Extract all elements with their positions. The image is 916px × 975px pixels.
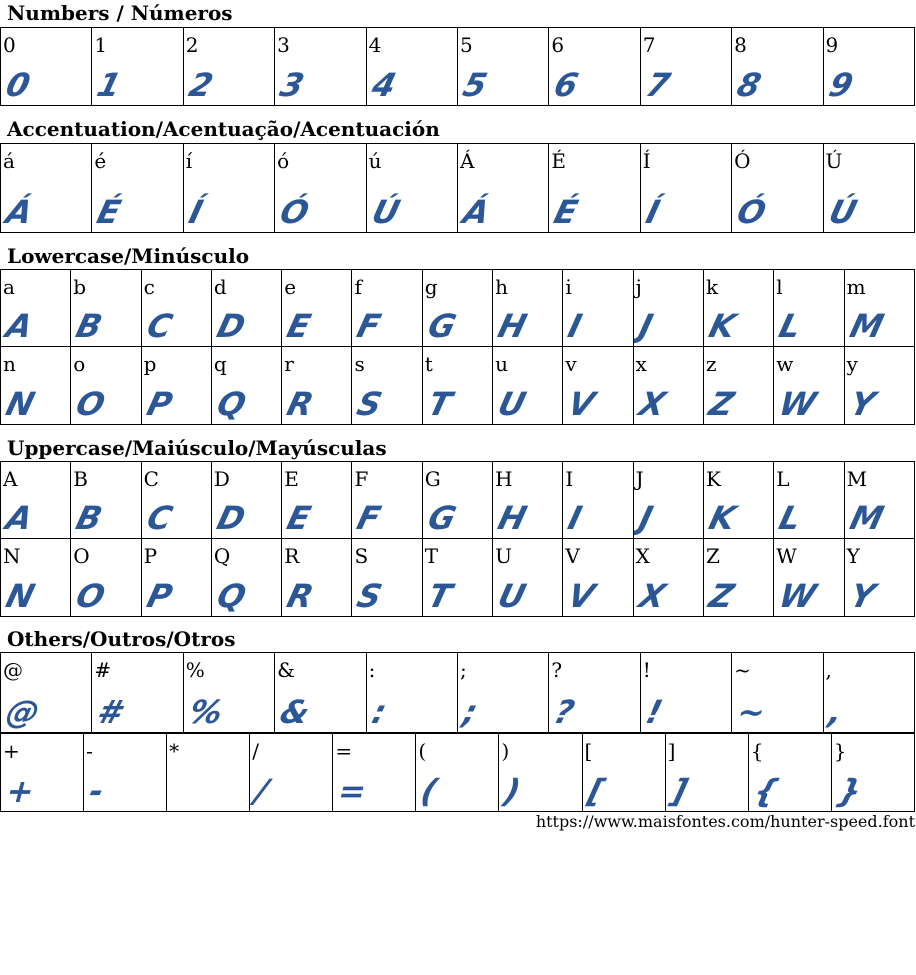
glyph-sample: , (824, 693, 846, 731)
character-label: @ (3, 658, 23, 682)
source-url: https://www.maisfontes.com/hunter-speed.font (535, 812, 915, 831)
character-label: r (284, 352, 294, 376)
character-label: T (424, 544, 439, 568)
glyph-sample: + (2, 772, 38, 810)
glyph-cell (211, 270, 281, 347)
glyph-sample: & (276, 693, 313, 731)
glyph-cell (823, 28, 914, 106)
character-label: & (277, 658, 295, 682)
glyph-sample: J (634, 307, 656, 345)
glyph-sample: Z (705, 577, 737, 615)
character-label: = (335, 739, 353, 763)
glyph-cell (416, 734, 499, 812)
character-label: m (846, 275, 866, 299)
glyph-sample: - (85, 772, 108, 810)
glyph-sample: Y (845, 577, 878, 615)
character-label: Ó (734, 149, 751, 173)
glyph-sample: : (367, 693, 390, 731)
grid-others-row2 (0, 733, 915, 812)
glyph-cell (275, 653, 366, 733)
title-others: Others/Outros/Otros (7, 627, 236, 651)
glyph-cell (732, 28, 823, 106)
glyph-sample: Q (213, 385, 249, 423)
glyph-sample: ) (500, 772, 524, 810)
character-label: A (3, 467, 18, 491)
character-label: 7 (642, 33, 656, 57)
glyph-cell (823, 144, 914, 233)
glyph-cell (823, 653, 914, 733)
grid-numbers (0, 27, 915, 106)
glyph-sample: G (424, 499, 459, 537)
glyph-sample: J (634, 499, 656, 537)
glyph-cell (457, 144, 548, 233)
glyph-cell (183, 144, 274, 233)
glyph-sample: ] (666, 772, 690, 810)
glyph-cell (640, 28, 731, 106)
glyph-cell (703, 347, 773, 425)
glyph-cell (774, 347, 844, 425)
glyph-cell (352, 270, 422, 347)
glyph-cell (563, 347, 633, 425)
glyph-cell (1, 734, 84, 812)
glyph-cell (732, 653, 823, 733)
glyph-cell (1, 270, 71, 347)
character-label: w (776, 352, 794, 376)
glyph-sample: K (705, 307, 739, 345)
grid-others-row1 (0, 652, 915, 733)
character-label: R (284, 544, 300, 568)
character-label: P (143, 544, 158, 568)
glyph-sample: Á (459, 193, 493, 231)
glyph-sample: R (283, 385, 317, 423)
character-label: ! (642, 658, 651, 682)
character-label: é (94, 149, 107, 173)
character-label: Y (846, 544, 860, 568)
character-label: k (705, 275, 719, 299)
glyph-sample: @ (2, 693, 43, 731)
glyph-cell (493, 539, 563, 617)
character-label: + (3, 739, 20, 763)
glyph-sample: É (550, 193, 581, 231)
glyph-cell (549, 144, 640, 233)
character-label: g (424, 275, 438, 299)
glyph-cell (282, 347, 352, 425)
character-label: X (635, 544, 650, 568)
character-label: f (354, 275, 362, 299)
glyph-sample: U (494, 577, 529, 615)
glyph-sample: P (142, 385, 175, 423)
glyph-sample: [ (583, 772, 607, 810)
glyph-sample: V (564, 577, 598, 615)
glyph-sample: C (142, 499, 175, 537)
glyph-cell (211, 539, 281, 617)
character-label: K (705, 467, 721, 491)
character-label: 9 (825, 33, 839, 57)
glyph-cell (774, 539, 844, 617)
glyph-cell (493, 270, 563, 347)
glyph-cell (275, 144, 366, 233)
glyph-cell (844, 347, 914, 425)
character-label: b (73, 275, 87, 299)
character-label: ~ (734, 658, 751, 682)
character-label: p (143, 352, 157, 376)
glyph-sample: 8 (733, 66, 765, 104)
character-label: 1 (94, 33, 108, 57)
glyph-sample: B (72, 499, 106, 537)
glyph-cell (1, 653, 92, 733)
glyph-cell (366, 28, 457, 106)
character-label: D (213, 467, 230, 491)
glyph-cell (422, 462, 492, 539)
character-label: S (354, 544, 369, 568)
glyph-sample: 7 (641, 66, 673, 104)
glyph-cell (549, 653, 640, 733)
glyph-cell (499, 734, 582, 812)
glyph-cell (633, 462, 703, 539)
title-accents: Accentuation/Acentuação/Acentuación (7, 117, 440, 141)
character-label: } (833, 739, 847, 763)
glyph-sample: 0 (2, 66, 34, 104)
glyph-cell (563, 539, 633, 617)
character-label: h (495, 275, 508, 299)
glyph-sample: L (775, 499, 805, 537)
glyph-sample: 1 (93, 66, 125, 104)
character-label: í (185, 149, 193, 173)
character-label: N (3, 544, 21, 568)
character-label: z (705, 352, 717, 376)
character-label: 0 (3, 33, 16, 57)
glyph-cell (748, 734, 831, 812)
glyph-cell (84, 734, 167, 812)
character-label: 6 (551, 33, 565, 57)
glyph-cell (1, 539, 71, 617)
glyph-cell (141, 462, 211, 539)
character-label: 2 (185, 33, 199, 57)
glyph-cell (633, 270, 703, 347)
glyph-cell (275, 28, 366, 106)
glyph-cell (844, 270, 914, 347)
glyph-sample: I (564, 499, 586, 537)
character-label: a (3, 275, 15, 299)
glyph-cell (844, 539, 914, 617)
glyph-sample: M (845, 307, 887, 345)
title-lowercase: Lowercase/Minúsculo (7, 244, 250, 268)
glyph-sample: I (564, 307, 586, 345)
glyph-sample: B (72, 307, 106, 345)
glyph-sample: O (72, 385, 109, 423)
character-label: L (776, 467, 790, 491)
glyph-cell (92, 28, 183, 106)
glyph-cell (282, 270, 352, 347)
glyph-sample: 9 (824, 66, 856, 104)
glyph-cell (366, 144, 457, 233)
glyph-cell (422, 347, 492, 425)
glyph-cell (422, 539, 492, 617)
glyph-sample: H (494, 499, 530, 537)
character-label: o (73, 352, 86, 376)
character-label: J (635, 467, 644, 491)
grid-uppercase (0, 461, 915, 617)
glyph-cell (92, 144, 183, 233)
glyph-sample: Á (2, 193, 36, 231)
glyph-sample: Ó (276, 193, 313, 231)
character-label: { (750, 739, 764, 763)
glyph-sample: D (213, 499, 249, 537)
glyph-sample: L (775, 307, 805, 345)
character-label: V (565, 544, 580, 568)
glyph-cell (141, 270, 211, 347)
glyph-cell (844, 462, 914, 539)
character-label: 5 (459, 33, 473, 57)
glyph-cell (366, 653, 457, 733)
character-label: ] (667, 739, 676, 763)
character-label: u (495, 352, 508, 376)
glyph-cell (582, 734, 665, 812)
glyph-sample: # (93, 693, 125, 731)
glyph-cell (282, 462, 352, 539)
character-label: O (73, 544, 90, 568)
glyph-cell (1, 28, 92, 106)
character-label: [ (584, 739, 593, 763)
character-label: y (846, 352, 858, 376)
character-label: Q (213, 544, 231, 568)
glyph-sample: E (283, 307, 314, 345)
glyph-cell (640, 653, 731, 733)
character-label: q (213, 352, 227, 376)
glyph-cell (1, 347, 71, 425)
glyph-sample: F (353, 499, 385, 537)
glyph-sample: Z (705, 385, 737, 423)
character-label: % (185, 658, 205, 682)
character-label: B (73, 467, 88, 491)
character-label: t (424, 352, 433, 376)
character-label: Ú (825, 149, 843, 173)
glyph-sample: A (2, 307, 36, 345)
glyph-sample: M (845, 499, 887, 537)
glyph-sample: ~ (733, 693, 769, 731)
character-label: I (565, 467, 574, 491)
glyph-sample: G (424, 307, 459, 345)
glyph-cell (422, 270, 492, 347)
character-label: Á (459, 149, 475, 173)
character-label: : (368, 658, 376, 682)
character-label: j (635, 275, 642, 299)
glyph-cell (141, 347, 211, 425)
glyph-cell (352, 462, 422, 539)
glyph-sample: C (142, 307, 175, 345)
glyph-cell (549, 28, 640, 106)
character-label: x (635, 352, 647, 376)
glyph-cell (457, 653, 548, 733)
character-label: É (551, 149, 566, 173)
glyph-sample: / (251, 772, 272, 810)
glyph-sample: N (2, 577, 38, 615)
glyph-cell (92, 653, 183, 733)
glyph-sample: Ú (367, 193, 403, 231)
glyph-cell (640, 144, 731, 233)
character-label: ( (418, 739, 427, 763)
glyph-sample: = (334, 772, 370, 810)
glyph-sample: N (2, 385, 38, 423)
glyph-sample: T (424, 385, 455, 423)
glyph-sample: A (2, 499, 36, 537)
character-label: # (94, 658, 112, 682)
grid-accents (0, 143, 915, 233)
glyph-cell (71, 347, 141, 425)
character-label: / (252, 739, 259, 763)
glyph-cell (167, 734, 250, 812)
glyph-sample: V (564, 385, 598, 423)
character-label: M (846, 467, 868, 491)
character-label: Z (705, 544, 720, 568)
character-label: ) (501, 739, 510, 763)
glyph-cell (333, 734, 416, 812)
glyph-cell (211, 347, 281, 425)
character-label: ; (459, 658, 467, 682)
glyph-sample: S (353, 385, 386, 423)
character-label: ú (368, 149, 382, 173)
glyph-cell (703, 270, 773, 347)
character-label: á (3, 149, 15, 173)
character-label: l (776, 275, 783, 299)
glyph-cell (71, 270, 141, 347)
character-label: 4 (368, 33, 382, 57)
glyph-sample: O (72, 577, 109, 615)
glyph-sample: ( (417, 772, 441, 810)
glyph-sample: D (213, 307, 249, 345)
glyph-cell (71, 539, 141, 617)
character-label: c (143, 275, 155, 299)
glyph-sample: ? (550, 693, 578, 731)
glyph-cell (563, 462, 633, 539)
character-label: U (495, 544, 512, 568)
glyph-cell (774, 270, 844, 347)
glyph-sample: { (749, 772, 782, 810)
glyph-sample: K (705, 499, 739, 537)
glyph-sample: X (634, 385, 669, 423)
character-label: F (354, 467, 369, 491)
glyph-sample: F (353, 307, 385, 345)
character-label: Í (642, 149, 651, 173)
character-label: C (143, 467, 159, 491)
glyph-cell (141, 539, 211, 617)
glyph-sample: Ú (824, 193, 860, 231)
character-label: v (565, 352, 577, 376)
glyph-sample: 4 (367, 66, 399, 104)
glyph-sample: T (424, 577, 455, 615)
character-label: W (776, 544, 797, 568)
character-label: * (169, 739, 180, 763)
glyph-sample: Í (185, 193, 206, 231)
glyph-sample: É (93, 193, 124, 231)
character-label: E (284, 467, 299, 491)
glyph-sample: Y (845, 385, 878, 423)
glyph-cell (633, 347, 703, 425)
glyph-sample: ! (641, 693, 666, 731)
glyph-cell (183, 28, 274, 106)
character-label: 8 (734, 33, 747, 57)
glyph-sample: P (142, 577, 175, 615)
glyph-cell (71, 462, 141, 539)
character-label: n (3, 352, 16, 376)
character-label: , (825, 658, 832, 682)
glyph-cell (665, 734, 748, 812)
glyph-sample: X (634, 577, 669, 615)
glyph-sample: E (283, 499, 314, 537)
glyph-sample: % (185, 693, 226, 731)
glyph-cell (563, 270, 633, 347)
title-uppercase: Uppercase/Maiúsculo/Mayúsculas (7, 436, 387, 460)
glyph-cell (352, 347, 422, 425)
glyph-sample: U (494, 385, 529, 423)
glyph-cell (493, 462, 563, 539)
glyph-sample: Q (213, 577, 249, 615)
character-label: i (565, 275, 572, 299)
character-label: ? (551, 658, 563, 682)
character-label: G (424, 467, 441, 491)
glyph-sample: 5 (459, 66, 490, 104)
glyph-sample: Í (641, 193, 663, 231)
glyph-cell (282, 539, 352, 617)
character-label: e (284, 275, 297, 299)
glyph-cell (250, 734, 333, 812)
glyph-sample: 3 (276, 66, 308, 104)
glyph-cell (1, 144, 92, 233)
glyph-cell (703, 539, 773, 617)
character-label: ó (277, 149, 290, 173)
glyph-cell (831, 734, 914, 812)
glyph-cell (211, 462, 281, 539)
character-label: 3 (277, 33, 290, 57)
glyph-cell (457, 28, 548, 106)
title-numbers: Numbers / Números (7, 1, 233, 25)
character-label: - (86, 739, 93, 763)
glyph-cell (352, 539, 422, 617)
glyph-cell (732, 144, 823, 233)
glyph-sample: R (283, 577, 317, 615)
glyph-sample: 6 (550, 66, 582, 104)
glyph-sample: S (353, 577, 386, 615)
glyph-cell (183, 653, 274, 733)
glyph-sample: 2 (185, 66, 216, 104)
glyph-sample: W (775, 385, 820, 423)
glyph-sample: H (494, 307, 530, 345)
character-label: d (213, 275, 227, 299)
glyph-sample: W (775, 577, 820, 615)
glyph-sample: } (833, 772, 865, 810)
character-label: H (495, 467, 513, 491)
glyph-cell (703, 462, 773, 539)
glyph-sample: Ó (733, 193, 770, 231)
character-label: s (354, 352, 365, 376)
glyph-cell (633, 539, 703, 617)
glyph-sample: ; (459, 693, 481, 731)
grid-lowercase (0, 269, 915, 425)
glyph-cell (774, 462, 844, 539)
glyph-cell (1, 462, 71, 539)
glyph-cell (493, 347, 563, 425)
